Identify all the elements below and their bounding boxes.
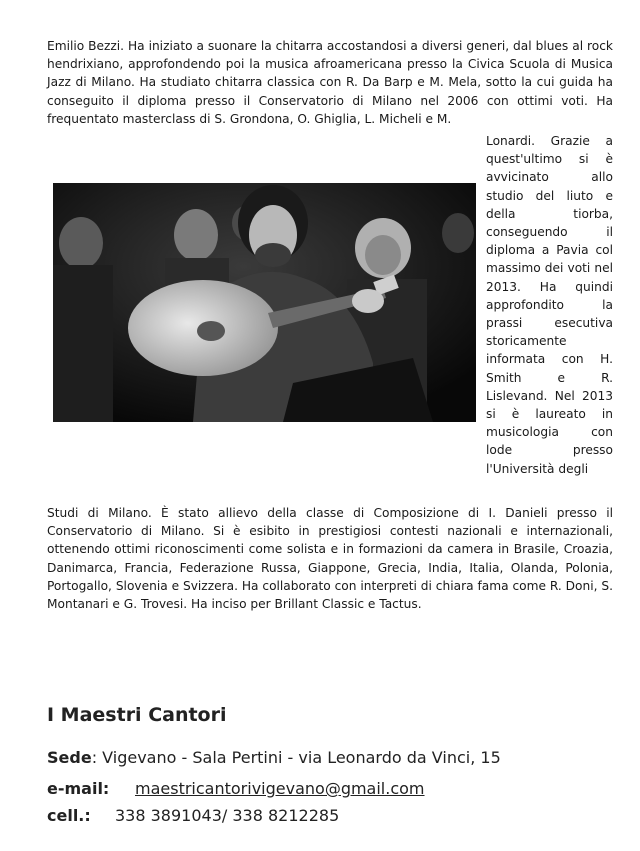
contact-cell (47, 806, 340, 825)
bio-side-text: Lonardi. Grazie a quest'ultimo si è avvicinato allo studio del liuto e della tiorba, conseguendo il diploma a Pavia col massimo dei voti nel 2013. Ha quindi approfondito la prassi esecutiva storicamente informata con H. Smith e R. Lislevand. Nel 2013 si è laureato in musicologia con lode presso l'Università degli (486, 134, 613, 476)
contact-email (47, 779, 425, 798)
bio-intro (47, 37, 613, 128)
performer-photo (53, 183, 476, 422)
bio-intro-text: Emilio Bezzi. Ha iniziato a suonare la chitarra accostandosi a diversi generi, dal blues al rock hendrixiano, approfondendo poi la musica afroamericana presso la Civica Scuola di Musica Jazz di Milano. Ha studiato chitarra classica con R. Da Barp e M. Mela, sotto la cui guida ha conseguito il diploma presso il Conservatorio di Milano nel 2006 con ottimi voti. Ha frequentato masterclass di S. Grondona, O. Ghiglia, L. Micheli e M. (47, 39, 613, 126)
sede-label: Sede (47, 748, 92, 767)
contact-sede (47, 748, 501, 767)
organization-name: I Maestri Cantori (47, 704, 227, 726)
lute-player-photo-icon (53, 183, 476, 422)
bio-continued-text: Studi di Milano. È stato allievo della classe di Composizione di I. Danieli presso il Conservatorio di Milano. Si è esibito in prestigiosi contesti nazionali e internazionali, ottenendo ottimi riconoscimenti come solista e in formazioni da camera in Brasile, Croazia, Danimarca, Francia, Federazione Russa, Giappone, Grecia, India, Italia, Olanda, Polonia, Portogallo, Slovenia e Svizzera. Ha collaborato con interpreti di chiara fama come R. Doni, S. Montanari e G. Trovesi. Ha inciso per Brillant Classic e Tactus. (47, 506, 613, 612)
sede-value: : Vigevano - Sala Pertini - via Leonardo da Vinci, 15 (91, 748, 501, 767)
email-link[interactable]: maestricantorivigevano@gmail.com (135, 779, 425, 798)
bio-side (486, 132, 613, 478)
cell-label: cell.: (47, 806, 91, 825)
bio-continued (47, 504, 613, 613)
email-label: e-mail: (47, 779, 110, 798)
cell-value: 338 3891043/ 338 8212285 (115, 806, 340, 825)
